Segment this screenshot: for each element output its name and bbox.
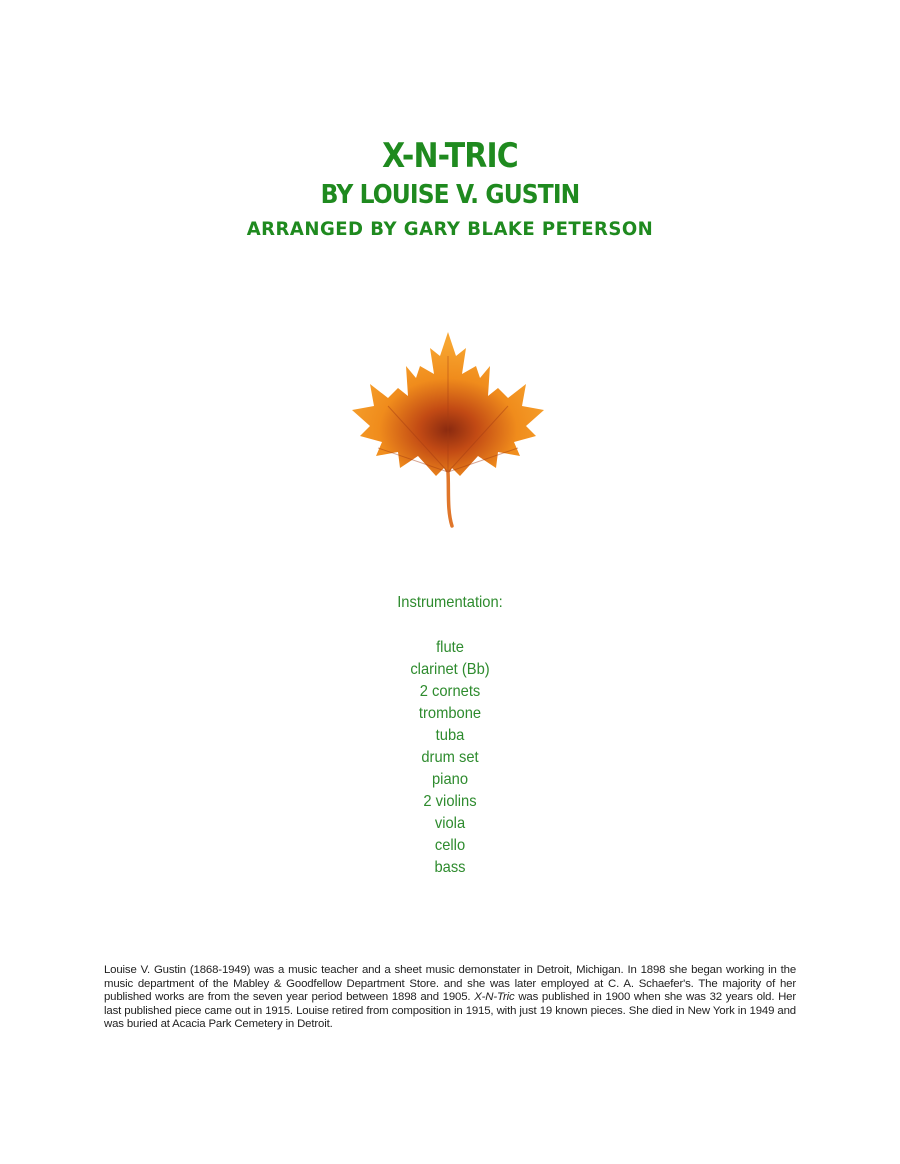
instrument-item: 2 cornets: [419, 683, 481, 700]
arranger-line: ARRANGED BY GARY BLAKE PETERSON: [246, 218, 654, 240]
instrument-item: flute: [436, 639, 464, 656]
instrument-item: trombone: [418, 705, 482, 722]
composer-line: BY LOUISE V. GUSTIN: [320, 180, 580, 210]
instrument-item: 2 violins: [423, 793, 477, 810]
instrument-item: clarinet (Bb): [410, 661, 490, 678]
instrument-item: bass: [434, 859, 466, 876]
maple-leaf-icon: [348, 326, 548, 532]
instrument-item: tuba: [435, 727, 465, 744]
piece-title: X-N-TRIC: [382, 136, 518, 176]
instrumentation-list: [0, 637, 900, 879]
instrument-item: viola: [434, 815, 466, 832]
instrument-item: cello: [434, 837, 466, 854]
composer-biography: [104, 964, 796, 1032]
instrument-item: piano: [431, 771, 469, 788]
bio-text: Louise V. Gustin (1868-1949) was a music teacher and a sheet music demonstater in Detroit, Michigan. In 1898 she began working in the music department of the Mabley & Goodfellow Department Store. and she was later employed at C. A. Schaefer's. The majority of her published works are from the seven year period between 1898 and 1905.: [104, 964, 796, 1004]
bio-piece-title: X-N-Tric: [474, 991, 515, 1004]
instrument-item: drum set: [421, 749, 479, 766]
instrumentation-heading: Instrumentation:: [397, 594, 503, 611]
bio-text: was published in 1900 when she was 32 years old. Her last published piece came out in 1915. Louise retired from composition in 1915, with just 19 known pieces. She died in New York in 1949 and was buried at Acacia Park Cemetery in Detroit.: [104, 991, 797, 1031]
